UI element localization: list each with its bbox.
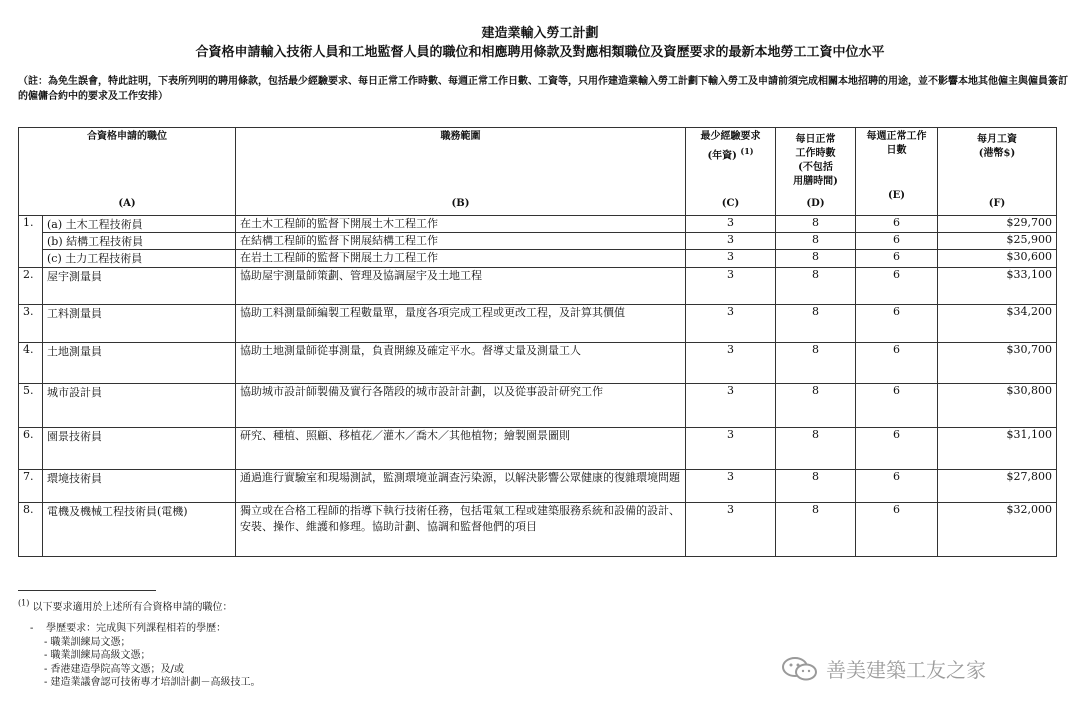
header-scope: 職務範圍 (B)	[236, 128, 686, 216]
row-scope: 協助工料測量師編製工程數量單，量度各項完成工程或更改工程，及計算其價值	[236, 305, 686, 343]
row-experience: 3	[686, 470, 776, 503]
row-salary: $30,700	[938, 343, 1057, 384]
table-header-row	[19, 128, 1057, 216]
row-hours: 8	[776, 233, 856, 250]
row-position: 土地測量員	[43, 343, 236, 384]
row-number: 8.	[19, 503, 43, 557]
row-days: 6	[856, 470, 938, 503]
footnote-divider	[18, 590, 156, 591]
list-item: - 香港建造學院高等文憑；及/或	[44, 663, 184, 675]
footnote-list	[30, 622, 261, 690]
row-hours: 8	[776, 268, 856, 305]
row-scope: 通過進行實驗室和現場測試，監測環境並調查污染源，以解決影響公眾健康的復雜環境問題	[236, 470, 686, 503]
row-number: 4.	[19, 343, 43, 384]
document-subtitle: 合資格申請輸入技術人員和工地監督人員的職位和相應聘用條款及對應相類職位及資歷要求的最新本地勞工工資中位水平	[195, 45, 885, 60]
row-number: 2.	[19, 268, 43, 305]
row-days: 6	[856, 428, 938, 470]
row-hours: 8	[776, 470, 856, 503]
table-row	[19, 250, 1057, 268]
row-experience: 3	[686, 250, 776, 268]
row-position: 園景技術員	[43, 428, 236, 470]
header-days: 每週正常工作 日數 (E)	[856, 128, 938, 216]
header-salary: 每月工資 (港幣$) (F)	[938, 128, 1057, 216]
row-hours: 8	[776, 384, 856, 428]
row-scope: 獨立或在合格工程師的指導下執行技術任務，包括電氣工程或建築服務系統和設備的設計、安裝、操作、維護和修理。協助計劃、協調和監督他們的項目	[236, 503, 686, 557]
footnote	[18, 598, 233, 613]
row-number: 5.	[19, 384, 43, 428]
table-row	[19, 470, 1057, 503]
row-days: 6	[856, 305, 938, 343]
row-scope: 在結構工程師的監督下開展結構工程工作	[236, 233, 686, 250]
table-row	[19, 428, 1057, 470]
table-row	[19, 305, 1057, 343]
row-position: 屋宇測量員	[43, 268, 236, 305]
table-row	[19, 343, 1057, 384]
row-position: (c) 土力工程技術員	[43, 250, 236, 268]
row-experience: 3	[686, 343, 776, 384]
wechat-icon	[780, 656, 820, 682]
row-salary: $34,200	[938, 305, 1057, 343]
row-number: 7.	[19, 470, 43, 503]
footnote-text: 以下要求適用於上述所有合資格申請的職位：	[32, 602, 233, 613]
table-row	[19, 216, 1057, 233]
document-note: （註：為免生誤會，特此註明，下表所列明的聘用條款，包括最少經驗要求、每日正常工作時數、每週正常工作日數、工資等，只用作建造業輸入勞工計劃下輸入勞工及申請前須完成相關本地招聘的用途，並不影響本地其他僱主與僱員簽訂的僱傭合約中的要求及工作安排）	[18, 76, 1068, 102]
row-scope: 協助土地測量師從事測量，負責開線及確定平水。督導丈量及測量工人	[236, 343, 686, 384]
row-salary: $30,600	[938, 250, 1057, 268]
row-number: 3.	[19, 305, 43, 343]
footnote-marker: (1)	[18, 598, 30, 608]
row-salary: $25,900	[938, 233, 1057, 250]
row-days: 6	[856, 343, 938, 384]
row-salary: $29,700	[938, 216, 1057, 233]
row-experience: 3	[686, 384, 776, 428]
table-row	[19, 268, 1057, 305]
row-position: 電機及機械工程技術員(電機)	[43, 503, 236, 557]
row-scope: 協助屋宇測量師策劃、管理及協調屋宇及土地工程	[236, 268, 686, 305]
watermark-text: 善美建築工友之家	[826, 658, 986, 682]
header-experience: 最少經驗要求 (年資) $^{(1)}$ (C)	[686, 128, 776, 216]
row-scope: 在土木工程師的監督下開展土木工程工作	[236, 216, 686, 233]
row-hours: 8	[776, 503, 856, 557]
row-experience: 3	[686, 428, 776, 470]
row-experience: 3	[686, 216, 776, 233]
list-item: - 職業訓練局高級文憑；	[44, 650, 151, 661]
row-position: (b) 結構工程技術員	[43, 233, 236, 250]
row-salary: $30,800	[938, 384, 1057, 428]
document-title: 建造業輸入勞工計劃	[481, 26, 599, 41]
row-experience: 3	[686, 503, 776, 557]
row-days: 6	[856, 250, 938, 268]
list-item: - 職業訓練局文憑；	[44, 636, 131, 648]
row-hours: 8	[776, 428, 856, 470]
row-scope: 研究、種植、照顧、移植花／灌木／喬木／其他植物；繪製園景圖則	[236, 428, 686, 470]
wage-table	[18, 127, 1057, 557]
row-salary: $32,000	[938, 503, 1057, 557]
row-position: 環境技術員	[43, 470, 236, 503]
row-position: 工料測量員	[43, 305, 236, 343]
list-item: - 建造業議會認可技術專才培訓計劃－高級技工。	[44, 677, 261, 688]
row-salary: $31,100	[938, 428, 1057, 470]
row-days: 6	[856, 216, 938, 233]
row-salary: $33,100	[938, 268, 1057, 305]
row-number: 6.	[19, 428, 43, 470]
row-experience: 3	[686, 305, 776, 343]
row-experience: 3	[686, 268, 776, 305]
footnote-requirement: - 學歷要求：完成與下列課程相若的學歷：	[30, 623, 227, 634]
row-hours: 8	[776, 343, 856, 384]
row-days: 6	[856, 233, 938, 250]
row-days: 6	[856, 268, 938, 305]
table-row	[19, 384, 1057, 428]
row-days: 6	[856, 384, 938, 428]
table-row	[19, 503, 1057, 557]
watermark	[780, 654, 986, 683]
row-hours: 8	[776, 250, 856, 268]
row-position: 城市設計員	[43, 384, 236, 428]
header-position: 合資格申請的職位 (A)	[19, 128, 236, 216]
header-hours: 每日正常 工作時數 (不包括 用膳時間) (D)	[776, 128, 856, 216]
row-hours: 8	[776, 305, 856, 343]
table-row	[19, 233, 1057, 250]
row-hours: 8	[776, 216, 856, 233]
row-scope: 在岩土工程師的監督下開展土力工程工作	[236, 250, 686, 268]
row-number: 1.	[19, 216, 43, 268]
row-experience: 3	[686, 233, 776, 250]
row-position: (a) 土木工程技術員	[43, 216, 236, 233]
row-salary: $27,800	[938, 470, 1057, 503]
row-scope: 協助城市設計師製備及實行各階段的城市設計計劃，以及從事設計研究工作	[236, 384, 686, 428]
row-days: 6	[856, 503, 938, 557]
